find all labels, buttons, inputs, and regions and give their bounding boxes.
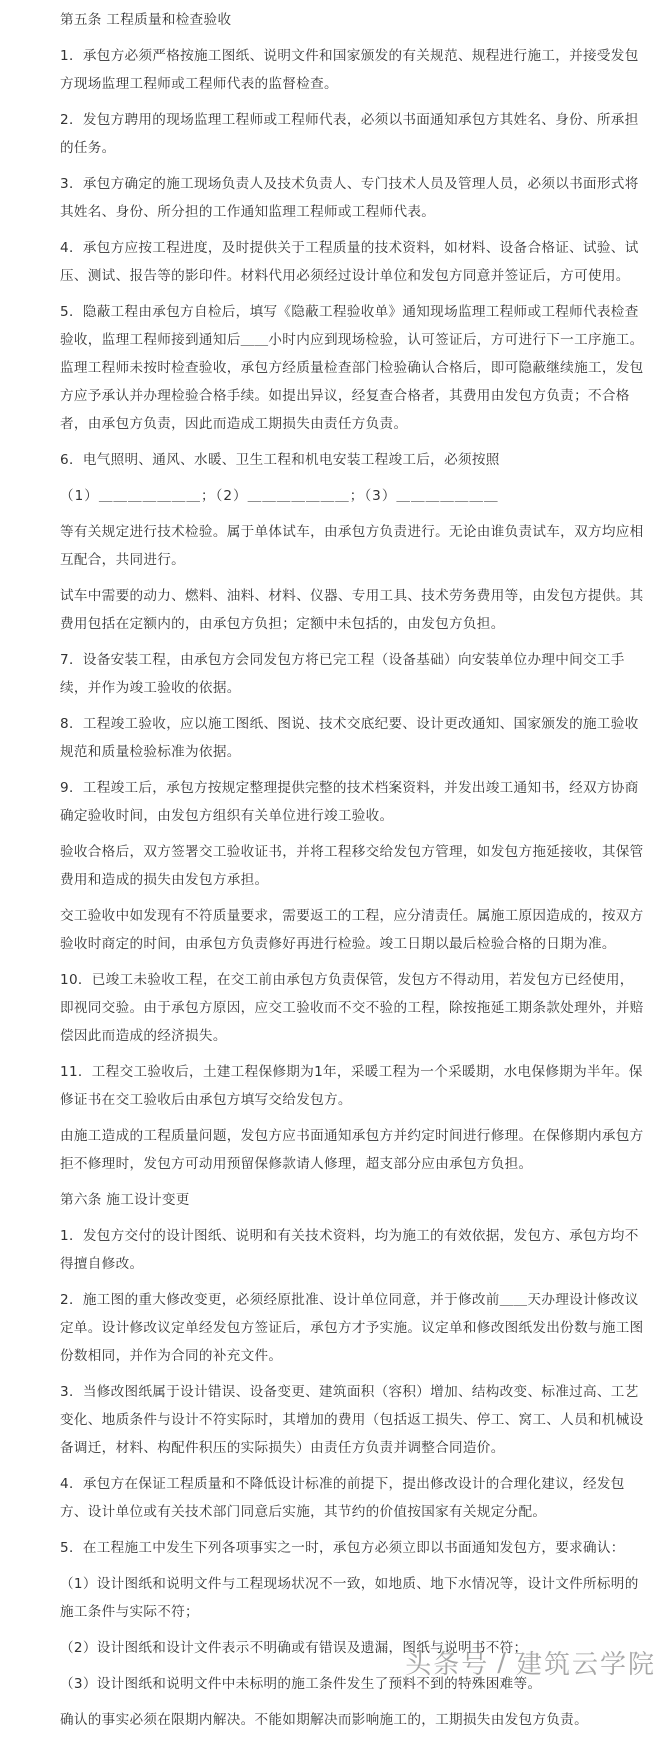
watermark xyxy=(405,1644,656,1681)
paragraph: 8．工程竣工验收，应以施工图纸、图说、技术交底纪要、设计更改通知、国家颁发的施工验收规范和质量检验标准为依据。 xyxy=(60,716,639,760)
watermark-source: 头条号 xyxy=(405,1650,490,1680)
paragraph: （3）设计图纸和说明文件中未标明的施工条件发生了预料不到的特殊困难等。 xyxy=(60,1676,542,1692)
paragraph: （1）设计图纸和说明文件与工程现场状况不一致，如地质、地下水情况等，设计文件所标明的施工条件与实际不符； xyxy=(60,1576,639,1620)
paragraph: 3．当修改图纸属于设计错误、设备变更、建筑面积（容积）增加、结构改变、标准过高、工艺变化、地质条件与设计不符实际时，其增加的费用（包括返工损失、停工、窝工、人员和机械设备调迁，材料、构配件积压的实际损失）由责任方负责并调整合同造价。 xyxy=(60,1384,644,1456)
paragraph: 11．工程交工验收后，土建工程保修期为1年，采暖工程为一个采暖期，水电保修期为半年。保修证书在交工验收后由承包方填写交给发包方。 xyxy=(60,1064,643,1108)
paragraph: 1．承包方必须严格按施工图纸、说明文件和国家颁发的有关规范、规程进行施工，并接受发包方现场监理工程师或工程师代表的监督检查。 xyxy=(60,48,639,92)
paragraph: 验收合格后，双方签署交工验收证书，并将工程移交给发包方管理，如发包方拖延接收，其保管费用和造成的损失由发包方承担。 xyxy=(60,844,644,888)
paragraph: 9．工程竣工后，承包方按规定整理提供完整的技术档案资料，并发出竣工通知书，经双方协商确定验收时间，由发包方组织有关单位进行竣工验收。 xyxy=(60,780,639,824)
paragraph: 4．承包方在保证工程质量和不降低设计标准的前提下，提出修改设计的合理化建议，经发包方、设计单位或有关技术部门同意后实施，其节约的价值按国家有关规定分配。 xyxy=(60,1476,625,1520)
paragraph: 2．施工图的重大修改变更，必须经原批准、设计单位同意，并于修改前＿＿天办理设计修改议定单。设计修改议定单经发包方签证后，承包方才予实施。议定单和修改图纸发出份数与施工图份数相同，并作为合同的补充文件。 xyxy=(60,1292,644,1364)
section-5-heading: 第五条 工程质量和检查验收 xyxy=(60,12,232,28)
paragraph: 5．隐蔽工程由承包方自检后，填写《隐蔽工程验收单》通知现场监理工程师或工程师代表检查验收，监理工程师接到通知后＿＿小时内应到现场检验，认可签证后，方可进行下一工序施工。监理工程师未按时检查验收，承包方经质量检查部门检验确认合格后，即可隐蔽继续施工，发包方应予承认并办理检验合格手续。如提出异议，经复查合格者，其费用由发包方负责；不合格者，由承包方负责，因此而造成工期损失由责任方负责。 xyxy=(60,304,644,432)
paragraph: 6．电气照明、通风、水暖、卫生工程和机电安装工程竣工后，必须按照 xyxy=(60,452,500,468)
paragraph: （2）设计图纸和设计文件表示不明确或有错误及遗漏，图纸与说明书不符； xyxy=(60,1640,528,1656)
paragraph: 试车中需要的动力、燃料、油料、材料、仪器、专用工具、技术劳务费用等，由发包方提供。其费用包括在定额内的，由承包方负担；定额中未包括的，由发包方负担。 xyxy=(60,588,644,632)
section-6-heading: 第六条 施工设计变更 xyxy=(60,1192,190,1208)
paragraph: 4．承包方应按工程进度，及时提供关于工程质量的技术资料，如材料、设备合格证、试验、试压、测试、报告等的影印件。材料代用必须经过设计单位和发包方同意并签证后，方可使用。 xyxy=(60,240,639,284)
paragraph: 7．设备安装工程，由承包方会同发包方将已完工程（设备基础）向安装单位办理中间交工手续，并作为竣工验收的依据。 xyxy=(60,652,625,696)
paragraph: 2．发包方聘用的现场监理工程师或工程师代表，必须以书面通知承包方其姓名、身份、所承担的任务。 xyxy=(60,112,639,156)
paragraph: 5．在工程施工中发生下列各项事实之一时，承包方必须立即以书面通知发包方，要求确认： xyxy=(60,1540,625,1556)
slash-icon: / xyxy=(497,1647,508,1678)
paragraph: 交工验收中如发现有不符质量要求，需要返工的工程，应分清责任。属施工原因造成的，按双方验收时商定的时间，由承包方负责修好再进行检验。竣工日期以最后检验合格的日期为准。 xyxy=(60,908,644,952)
paragraph: 确认的事实必须在限期内解决。不能如期解决而影响施工的，工期损失由发包方负责。 xyxy=(60,1712,588,1728)
watermark-author: 建筑云学院 xyxy=(515,1650,656,1680)
blank-fields-line: （1）＿＿＿＿＿＿＿；（2）＿＿＿＿＿＿＿；（3）＿＿＿＿＿＿＿ xyxy=(60,488,499,504)
paragraph: 1．发包方交付的设计图纸、说明和有关技术资料，均为施工的有效依据，发包方、承包方均不得擅自修改。 xyxy=(60,1228,639,1272)
paragraph: 10．已竣工未验收工程，在交工前由承包方负责保管，发包方不得动用，若发包方已经使用，即视同交验。由于承包方原因，应交工验收而不交不验的工程，除按拖延工期条款处理外，并赔偿因此而造成的经济损失。 xyxy=(60,972,644,1044)
paragraph: 3．承包方确定的施工现场负责人及技术负责人、专门技术人员及管理人员，必须以书面形式将其姓名、身份、所分担的工作通知监理工程师或工程师代表。 xyxy=(60,176,639,220)
paragraph: 由施工造成的工程质量问题，发包方应书面通知承包方并约定时间进行修理。在保修期内承包方拒不修理时，发包方可动用预留保修款请人修理，超支部分应由承包方负担。 xyxy=(60,1128,644,1172)
paragraph: 等有关规定进行技术检验。属于单体试车，由承包方负责进行。无论由谁负责试车，双方均应相互配合，共同进行。 xyxy=(60,524,644,568)
